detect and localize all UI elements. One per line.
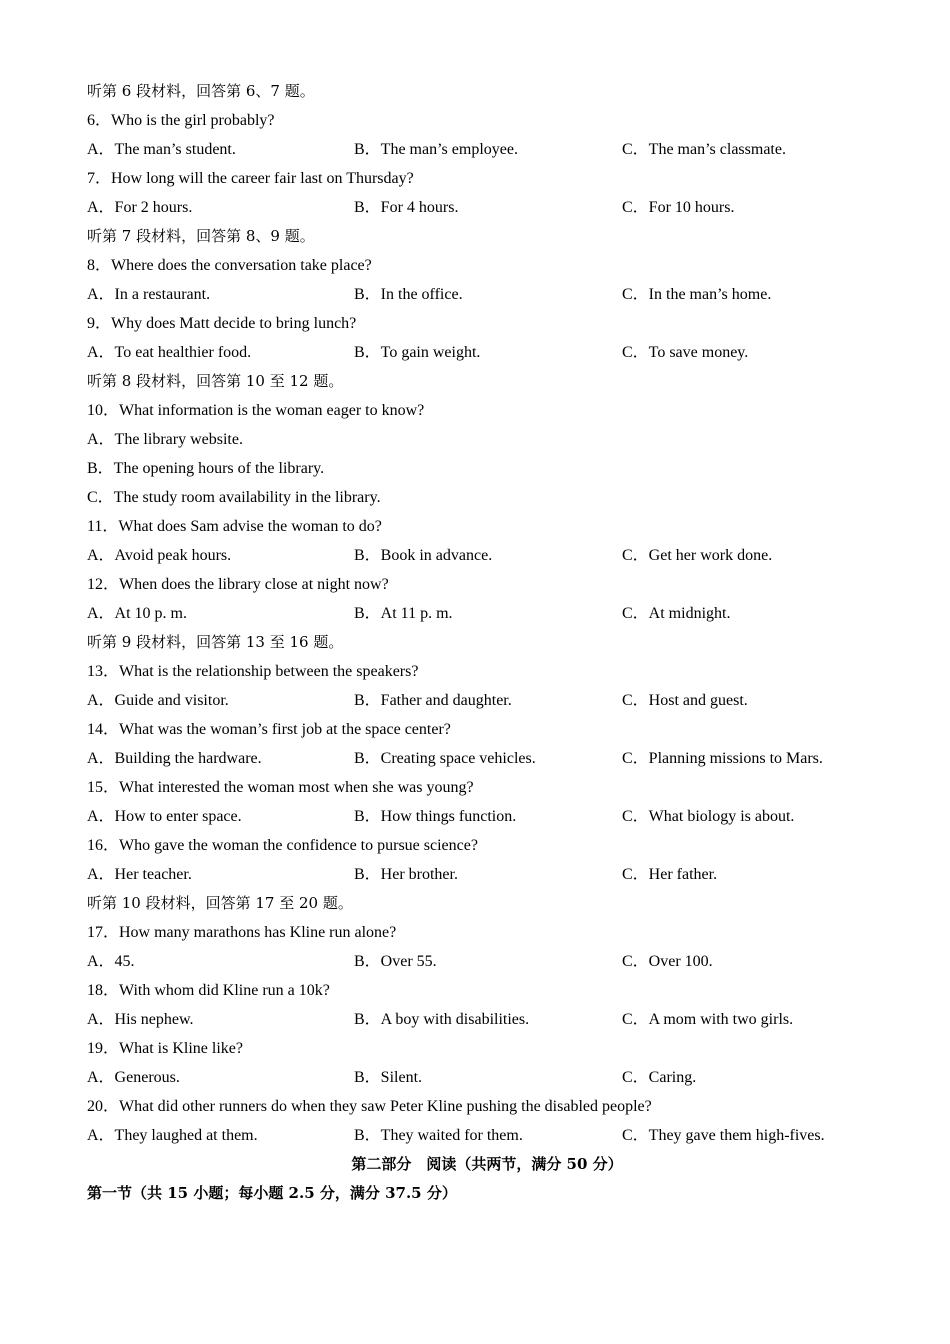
option-a: A．Guide and visitor. <box>87 692 229 709</box>
exam-page <box>87 77 887 1208</box>
option-b: B．Creating space vehicles. <box>354 750 536 767</box>
option-row <box>87 1063 887 1092</box>
option-b: B．Father and daughter. <box>354 692 512 709</box>
question-stem: 8．Where does the conversation take place? <box>87 257 372 274</box>
option-a: A．How to enter space. <box>87 808 242 825</box>
option-a: A．His nephew. <box>87 1011 194 1028</box>
section-intro: 听第 9 段材料，回答第 13 至 16 题。 <box>87 633 344 651</box>
option-row <box>87 744 887 773</box>
option-a: A．Generous. <box>87 1069 180 1086</box>
option-b: B．The opening hours of the library. <box>87 460 325 477</box>
option-a: A．The library website. <box>87 431 243 448</box>
question-stem: 16．Who gave the woman the confidence to pursue science? <box>87 837 478 854</box>
question-stem: 20．What did other runners do when they saw Peter Kline pushing the disabled people? <box>87 1098 652 1115</box>
question-stem: 6．Who is the girl probably? <box>87 112 275 129</box>
option-b: B．How things function. <box>354 808 517 825</box>
question-stem: 9．Why does Matt decide to bring lunch? <box>87 315 357 332</box>
question-stem: 11．What does Sam advise the woman to do? <box>87 518 382 535</box>
option-c: C．Planning missions to Mars. <box>622 750 823 767</box>
option-row <box>87 1005 887 1034</box>
option-c: C．In the man’s home. <box>622 286 772 303</box>
section-intro: 听第 6 段材料，回答第 6、7 题。 <box>87 82 315 100</box>
question-stem: 19．What is Kline like? <box>87 1040 243 1057</box>
option-c: C．A mom with two girls. <box>622 1011 794 1028</box>
option-row <box>87 686 887 715</box>
question-stem: 12．When does the library close at night now? <box>87 576 389 593</box>
option-a: A．They laughed at them. <box>87 1127 258 1144</box>
option-b: B．Over 55. <box>354 953 437 970</box>
section-one-heading: 第一节（共 15 小题；每小题 2.5 分，满分 37.5 分） <box>87 1184 457 1202</box>
option-row <box>87 135 887 164</box>
option-c: C．To save money. <box>622 344 749 361</box>
option-a: A．The man’s student. <box>87 141 236 158</box>
option-a: A．Building the hardware. <box>87 750 262 767</box>
question-stem: 13．What is the relationship between the speakers? <box>87 663 419 680</box>
section-intro: 听第 10 段材料，回答第 17 至 20 题。 <box>87 894 353 912</box>
option-a: A．In a restaurant. <box>87 286 211 303</box>
option-row <box>87 338 887 367</box>
option-c: C．Get her work done. <box>622 547 773 564</box>
option-b: B．To gain weight. <box>354 344 481 361</box>
question-stem: 17．How many marathons has Kline run alone? <box>87 924 397 941</box>
option-c: C．For 10 hours. <box>622 199 735 216</box>
option-a: A．45. <box>87 953 135 970</box>
option-c: C．Over 100. <box>622 953 713 970</box>
option-row <box>87 599 887 628</box>
option-b: B．Silent. <box>354 1069 423 1086</box>
option-c: C．They gave them high-fives. <box>622 1127 825 1144</box>
section-intro: 听第 8 段材料，回答第 10 至 12 题。 <box>87 372 344 390</box>
option-c: C．The study room availability in the library. <box>87 489 381 506</box>
part-two-heading: 第二部分 阅读（共两节，满分 50 分） <box>351 1155 623 1173</box>
option-b: B．For 4 hours. <box>354 199 459 216</box>
option-c: C．The man’s classmate. <box>622 141 786 158</box>
question-stem: 18．With whom did Kline run a 10k? <box>87 982 330 999</box>
option-b: B．In the office. <box>354 286 463 303</box>
option-row <box>87 541 887 570</box>
section-intro: 听第 7 段材料，回答第 8、9 题。 <box>87 227 315 245</box>
question-stem: 15．What interested the woman most when she was young? <box>87 779 474 796</box>
option-row <box>87 947 887 976</box>
option-a: A．To eat healthier food. <box>87 344 252 361</box>
option-b: B．They waited for them. <box>354 1127 523 1144</box>
option-b: B．At 11 p. m. <box>354 605 453 622</box>
option-a: A．At 10 p. m. <box>87 605 188 622</box>
option-b: B．The man’s employee. <box>354 141 518 158</box>
question-stem: 10．What information is the woman eager to know? <box>87 402 425 419</box>
option-row <box>87 802 887 831</box>
option-a: A．Her teacher. <box>87 866 192 883</box>
option-a: A．Avoid peak hours. <box>87 547 232 564</box>
option-c: C．At midnight. <box>622 605 731 622</box>
option-row <box>87 1121 887 1150</box>
option-b: B．Book in advance. <box>354 547 493 564</box>
option-c: C．Host and guest. <box>622 692 748 709</box>
option-a: A．For 2 hours. <box>87 199 193 216</box>
option-c: C．Her father. <box>622 866 718 883</box>
option-c: C．What biology is about. <box>622 808 795 825</box>
option-b: B．Her brother. <box>354 866 458 883</box>
option-row <box>87 860 887 889</box>
question-stem: 7．How long will the career fair last on Thursday? <box>87 170 414 187</box>
option-b: B．A boy with disabilities. <box>354 1011 530 1028</box>
option-row <box>87 193 887 222</box>
option-c: C．Caring. <box>622 1069 697 1086</box>
question-stem: 14．What was the woman’s first job at the space center? <box>87 721 451 738</box>
option-row <box>87 280 887 309</box>
